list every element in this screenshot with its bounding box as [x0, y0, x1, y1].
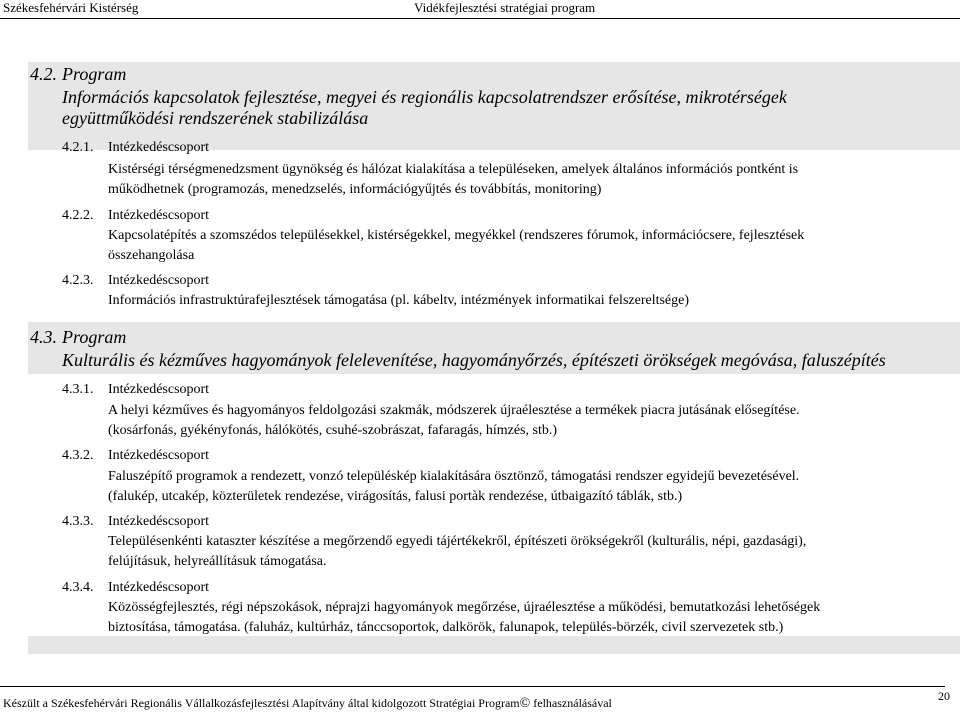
copyright-symbol: © [519, 696, 531, 711]
measure-description [108, 226, 950, 266]
description-line: működhetnek (programozás, menedzselés, információgyűjtés és továbbítás, monitoring) [108, 182, 602, 197]
description-line: (falukép, utcakép, közterületek rendezése, virágosítás, falusi portàk rendezése, útbaigazító táblák, stb.) [108, 489, 683, 504]
measure-label: Intézkedéscsoport [108, 208, 210, 223]
measure-number: 4.3.2. [62, 448, 94, 463]
measure-number: 4.2.1. [62, 140, 94, 155]
description-line: Kapcsolatépítés a szomszédos településekkel, kistérségekkel, megyékkel (rendszeres fórumok, információcsere, fejlesztések [108, 228, 805, 243]
measure-description [108, 467, 950, 507]
description-line: Közösségfejlesztés, régi népszokások, néprajzi hagyományok megőrzése, újraélesztése a működési, bemutatkozási lehetőségek [108, 600, 821, 615]
program-title-line: Információs kapcsolatok fejlesztése, megyei és regionális kapcsolatrendszer erősítése, mikrotérségek [62, 87, 787, 107]
measure-number: 4.2.2. [62, 208, 94, 223]
footer-divider [0, 686, 945, 687]
measure-number: 4.3.4. [62, 580, 94, 595]
description-line: Információs infrastruktúrafejlesztések támogatása (pl. kábeltv, intézmények informatikai felszereltsége) [108, 293, 690, 308]
description-line: Településenkénti kataszter készítése a megőrzendő egyedi tájértékekről, építészeti örökségekről (kulturális, népi, gazdasági), [108, 534, 807, 549]
measure-label: Intézkedéscsoport [108, 273, 210, 288]
description-line: biztosítása, támogatása. (faluház, kultúrház, tánccsoportok, dalkörök, falunapok, település-börzék, civil szervezetek stb.) [108, 620, 784, 635]
program-label: Program [62, 327, 127, 347]
section-band-end [28, 636, 960, 654]
page-header [0, 0, 960, 18]
description-line: felújításuk, helyreállításuk támogatása. [108, 554, 327, 569]
header-left-text: Székesfehérvári Kistérség [3, 0, 139, 15]
header-right-text: Vidékfejlesztési stratégiai program [414, 0, 596, 15]
description-line: (kosárfonás, gyékényfonás, hálókötés, csuhé-szobrászat, fafaragás, hímzés, stb.) [108, 423, 558, 438]
measure-label: Intézkedéscsoport [108, 140, 210, 155]
measure-label: Intézkedéscsoport [108, 382, 210, 397]
measure-label: Intézkedéscsoport [108, 514, 210, 529]
measure-number: 4.3.1. [62, 382, 94, 397]
program-number: 4.3. [30, 327, 57, 347]
measure-description [108, 291, 950, 311]
measure-description [108, 401, 950, 441]
measure-number: 4.2.3. [62, 273, 94, 288]
description-line: Faluszépítő programok a rendezett, vonzó településkép kialakítására ösztönző, támogatási rendszer egyidejű bevezetésével. [108, 469, 800, 484]
program-label: Program [62, 64, 127, 84]
measure-label: Intézkedéscsoport [108, 448, 210, 463]
measure-number: 4.3.3. [62, 514, 94, 529]
footer-end-text: felhasználásával [530, 696, 612, 710]
program-number: 4.2. [30, 64, 57, 84]
measure-description [108, 598, 950, 638]
footer-main-text: Készült a Székesfehérvári Regionális Vállalkozásfejlesztési Alapítvány által kidolgozott Stratégiai Program [3, 696, 520, 710]
program-title-line: Kulturális és kézműves hagyományok felelevenítése, hagyományőrzés, építészeti örökségek megóvása, faluszépítés [62, 350, 886, 370]
footer-text [3, 696, 612, 712]
measure-description [108, 160, 950, 200]
program-title-line: együttműködési rendszerének stabilizálása [62, 108, 369, 128]
description-line: A helyi kézműves és hagyományos feldolgozási szakmák, módszerek újraélesztése a termékek piacra jutásának elősegítése. [108, 403, 800, 418]
header-divider [0, 18, 960, 19]
description-line: összehangolása [108, 248, 195, 263]
measure-description [108, 532, 950, 572]
description-line: Kistérségi térségmenedzsment ügynökség és hálózat kialakítása a településeken, amelyek általános információs pontként is [108, 162, 799, 177]
measure-label: Intézkedéscsoport [108, 580, 210, 595]
page-number: 20 [938, 689, 950, 703]
